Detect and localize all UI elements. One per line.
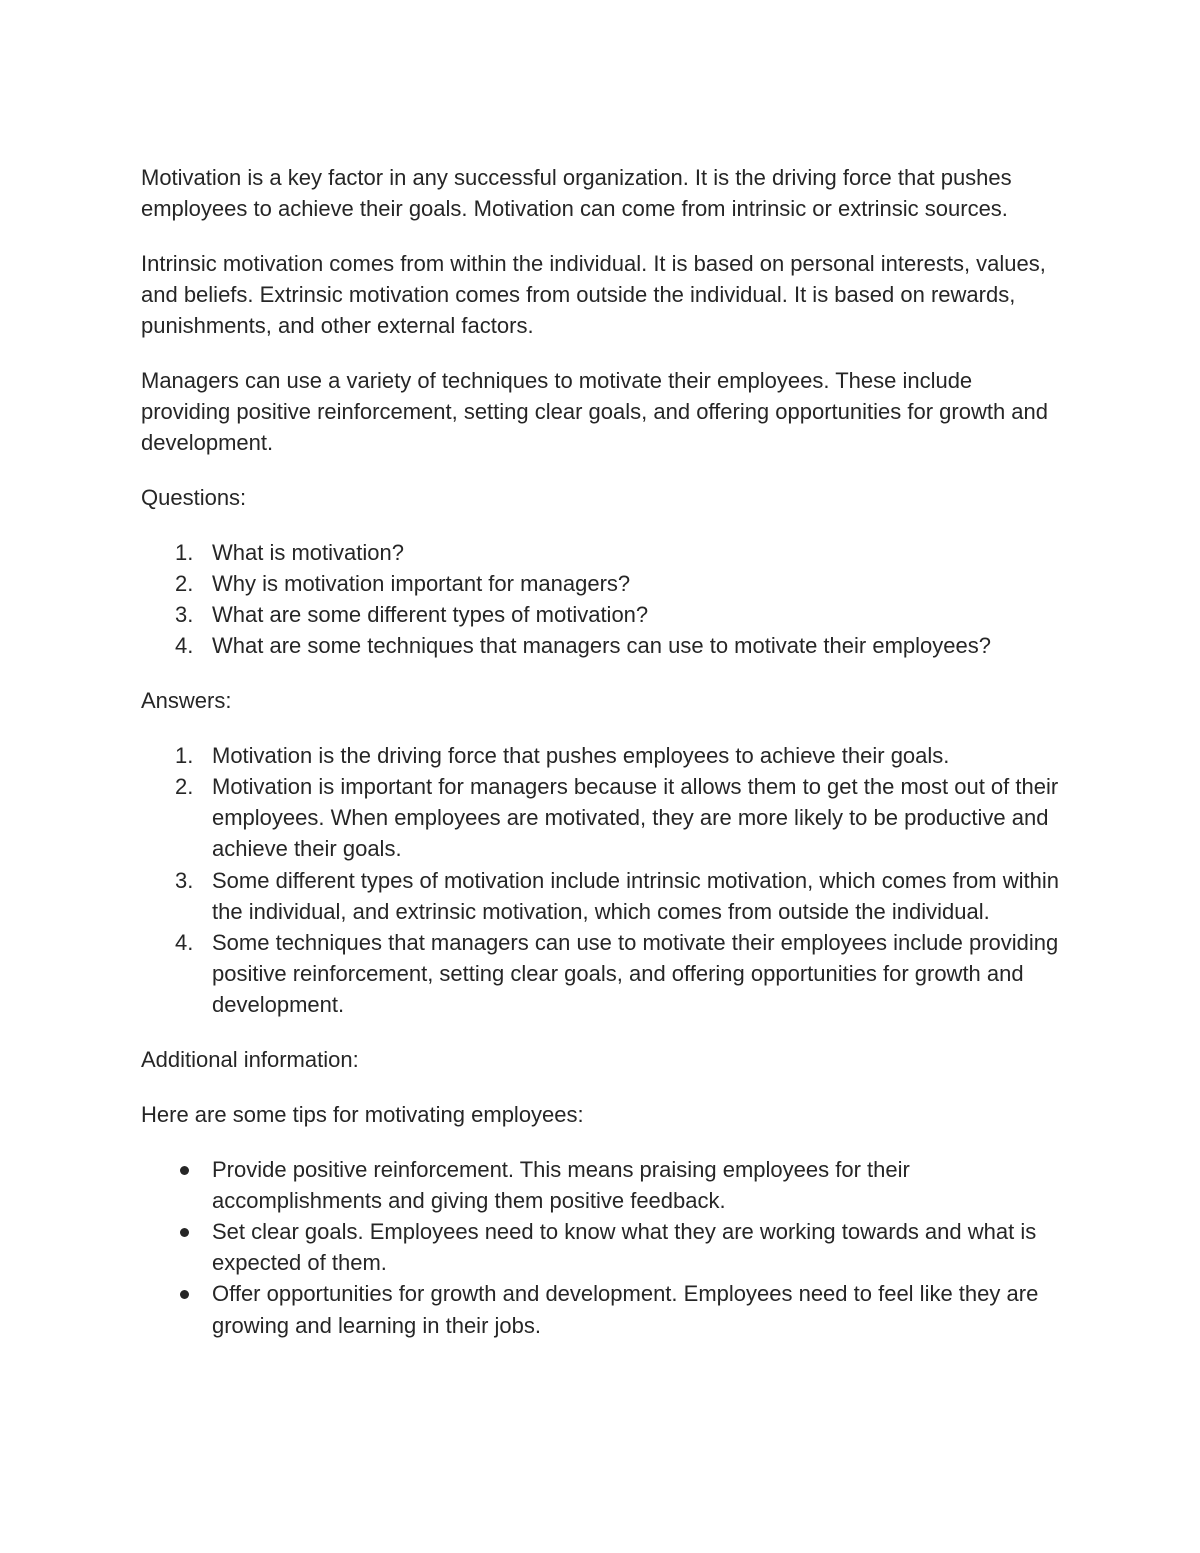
- tip-item: [141, 1278, 1066, 1340]
- questions-list: [141, 537, 1066, 662]
- techniques-paragraph: Managers can use a variety of techniques to motivate their employees. These include providing positive reinforcement, setting clear goals, and offering opportunities for growth and development.: [141, 368, 1049, 456]
- question-text: What is motivation?: [212, 539, 404, 565]
- tip-text: Provide positive reinforcement. This means praising employees for their accomplishments and giving them positive feedback.: [212, 1156, 910, 1213]
- list-number: 4.: [175, 930, 194, 956]
- list-number: 3.: [175, 602, 194, 628]
- bullet-icon: [180, 1228, 189, 1237]
- list-number: 2.: [175, 774, 194, 800]
- question-item: [141, 568, 1066, 599]
- question-text: What are some techniques that managers can use to motivate their employees?: [212, 633, 991, 659]
- question-item: [141, 537, 1066, 568]
- answer-text: Some different types of motivation include intrinsic motivation, which comes from within the individual, and extrinsic motivation, which comes from outside the individual.: [212, 867, 1059, 924]
- answer-text: Motivation is important for managers because it allows them to get the most out of their employees. When employees are motivated, they are more likely to be productive and achieve their goals.: [212, 774, 1059, 862]
- list-number: 3.: [175, 867, 194, 893]
- answer-item: [141, 771, 1066, 865]
- answer-item: [141, 740, 1066, 771]
- tip-item: [141, 1216, 1066, 1278]
- bullet-icon: [180, 1166, 189, 1175]
- tip-item: [141, 1154, 1066, 1216]
- question-item: [141, 599, 1066, 630]
- question-text: Why is motivation important for managers?: [212, 571, 631, 597]
- list-number: 1.: [175, 742, 194, 768]
- questions-heading: Questions:: [141, 485, 247, 511]
- answer-text: Motivation is the driving force that pushes employees to achieve their goals.: [212, 742, 950, 768]
- answer-item: [141, 927, 1066, 1021]
- tip-text: Set clear goals. Employees need to know what they are working towards and what is expected of them.: [212, 1218, 1037, 1276]
- intro-paragraph: Motivation is a key factor in any successful organization. It is the driving force that pushes employees to achieve their goals. Motivation can come from intrinsic or extrinsic sources.: [141, 165, 1012, 222]
- answer-text: Some techniques that managers can use to motivate their employees include providing positive reinforcement, setting clear goals, and offering opportunities for growth and development.: [212, 930, 1059, 1018]
- tips-list: [141, 1154, 1066, 1341]
- tips-intro: Here are some tips for motivating employees:: [141, 1101, 584, 1127]
- answers-list: [141, 740, 1066, 1021]
- additional-heading: Additional information:: [141, 1047, 359, 1073]
- intrinsic-extrinsic-paragraph: Intrinsic motivation comes from within the individual. It is based on personal interests, values, and beliefs. Extrinsic motivation comes from outside the individual. It is based on rewards, punishments, and other external factors.: [141, 250, 1046, 339]
- bullet-icon: [180, 1290, 189, 1299]
- question-text: What are some different types of motivation?: [212, 602, 649, 628]
- answer-item: [141, 865, 1066, 927]
- question-item: [141, 630, 1066, 661]
- document-page: [141, 162, 1066, 1364]
- list-number: 1.: [175, 539, 194, 565]
- list-number: 2.: [175, 571, 194, 597]
- answers-heading: Answers:: [141, 688, 232, 714]
- tip-text: Offer opportunities for growth and development. Employees need to feel like they are growing and learning in their jobs.: [212, 1281, 1039, 1338]
- list-number: 4.: [175, 633, 194, 659]
